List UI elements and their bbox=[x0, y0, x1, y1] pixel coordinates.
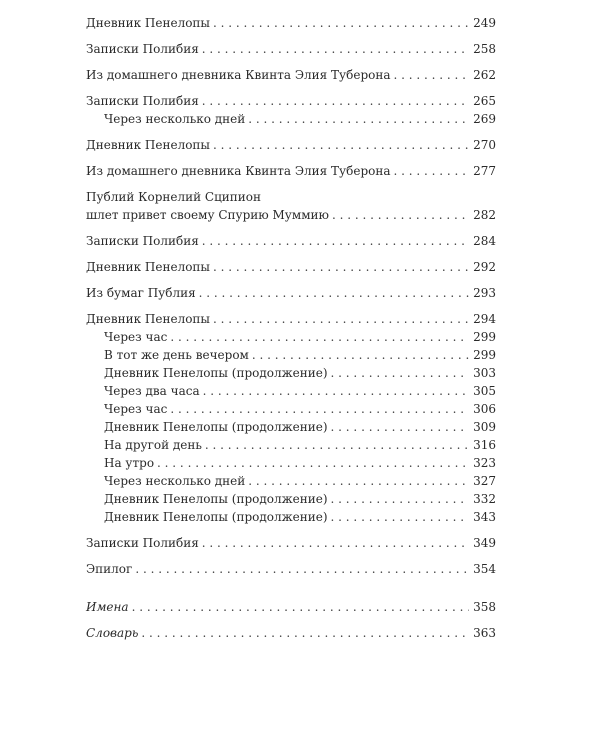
toc-entry-page: 358 bbox=[473, 600, 496, 614]
toc-entry-page: 323 bbox=[473, 456, 496, 470]
table-of-contents bbox=[86, 14, 496, 642]
toc-entry-page: 354 bbox=[473, 562, 496, 576]
toc-entry bbox=[86, 14, 496, 32]
toc-entry-title: Дневник Пенелопы bbox=[86, 312, 210, 326]
toc-subentry bbox=[86, 490, 496, 508]
toc-entry-page: 306 bbox=[473, 402, 496, 416]
toc-entry-page: 277 bbox=[473, 164, 496, 178]
toc-entry-title: Дневник Пенелопы (продолжение) bbox=[104, 420, 328, 434]
toc-entry-page: 293 bbox=[473, 286, 496, 300]
toc-entry-page: 349 bbox=[473, 536, 496, 550]
toc-leader-dots bbox=[141, 624, 469, 642]
toc-entry-title: Через несколько дней bbox=[104, 474, 246, 488]
toc-entry-page: 262 bbox=[473, 68, 496, 82]
toc-subentry bbox=[86, 400, 496, 418]
toc-entry-page: 309 bbox=[473, 420, 496, 434]
toc-entry bbox=[86, 232, 496, 250]
toc-entry bbox=[86, 136, 496, 154]
toc-subentry bbox=[86, 110, 496, 128]
toc-leader-dots bbox=[202, 92, 469, 110]
toc-entry bbox=[86, 284, 496, 302]
toc-entry-title: Словарь bbox=[86, 626, 139, 640]
toc-leader-dots bbox=[332, 206, 469, 224]
toc-leader-dots bbox=[202, 40, 469, 58]
toc-entry-title: шлет привет своему Спурию Муммию bbox=[86, 208, 329, 222]
toc-entry-title: Записки Полибия bbox=[86, 94, 199, 108]
toc-entry-page: 303 bbox=[473, 366, 496, 380]
toc-entry-title: Дневник Пенелопы (продолжение) bbox=[104, 510, 328, 524]
toc-entry bbox=[86, 162, 496, 180]
toc-entry-page: 305 bbox=[473, 384, 496, 398]
toc-leader-dots bbox=[135, 560, 469, 578]
toc-leader-dots bbox=[331, 490, 470, 508]
toc-entry-title: Записки Полибия bbox=[86, 234, 199, 248]
toc-entry-page: 249 bbox=[473, 16, 496, 30]
toc-entry-title: Эпилог bbox=[86, 562, 133, 576]
toc-subentry bbox=[86, 328, 496, 346]
toc-entry-title: Записки Полибия bbox=[86, 536, 199, 550]
toc-entry-title: Записки Полибия bbox=[86, 42, 199, 56]
toc-entry bbox=[86, 66, 496, 84]
toc-leader-dots bbox=[132, 598, 470, 616]
toc-leader-dots bbox=[202, 534, 469, 552]
toc-leader-dots bbox=[248, 472, 469, 490]
toc-entry-title: Дневник Пенелопы (продолжение) bbox=[104, 492, 328, 506]
toc-entry-page: 316 bbox=[473, 438, 496, 452]
toc-entry bbox=[86, 40, 496, 58]
toc-subentry bbox=[86, 454, 496, 472]
toc-leader-dots bbox=[213, 310, 469, 328]
toc-entry-title: Через час bbox=[104, 402, 168, 416]
toc-leader-dots bbox=[331, 418, 470, 436]
toc-entry-page: 284 bbox=[473, 234, 496, 248]
toc-entry-page: 332 bbox=[473, 492, 496, 506]
toc-subentry bbox=[86, 436, 496, 454]
toc-entry-title-line1: Публий Корнелий Сципион bbox=[86, 190, 262, 204]
toc-entry-title: Через два часа bbox=[104, 384, 200, 398]
toc-entry bbox=[86, 624, 496, 642]
toc-entry-title: На утро bbox=[104, 456, 155, 470]
toc-leader-dots bbox=[248, 110, 469, 128]
toc-subentry bbox=[86, 508, 496, 526]
toc-subentry bbox=[86, 418, 496, 436]
toc-leader-dots bbox=[157, 454, 469, 472]
toc-leader-dots bbox=[331, 364, 470, 382]
toc-entry-title: Из бумаг Публия bbox=[86, 286, 196, 300]
toc-leader-dots bbox=[213, 136, 469, 154]
toc-subentry bbox=[86, 382, 496, 400]
toc-leader-dots bbox=[252, 346, 469, 364]
toc-entry-title: Дневник Пенелопы bbox=[86, 260, 210, 274]
toc-entry bbox=[86, 560, 496, 578]
toc-subentry bbox=[86, 346, 496, 364]
toc-entry-page: 294 bbox=[473, 312, 496, 326]
toc-leader-dots bbox=[331, 508, 470, 526]
toc-entry-title: Через несколько дней bbox=[104, 112, 246, 126]
toc-leader-dots bbox=[394, 66, 470, 84]
toc-leader-dots bbox=[170, 400, 469, 418]
toc-leader-dots bbox=[203, 382, 469, 400]
toc-entry-page: 299 bbox=[473, 330, 496, 344]
toc-leader-dots bbox=[205, 436, 469, 454]
toc-entry-page: 269 bbox=[473, 112, 496, 126]
toc-entry bbox=[86, 92, 496, 110]
toc-entry-page: 258 bbox=[473, 42, 496, 56]
toc-entry-title: Дневник Пенелопы bbox=[86, 16, 210, 30]
toc-entry-title: Дневник Пенелопы (продолжение) bbox=[104, 366, 328, 380]
toc-entry bbox=[86, 598, 496, 616]
toc-entry-page: 327 bbox=[473, 474, 496, 488]
toc-entry-title: На другой день bbox=[104, 438, 202, 452]
toc-entry bbox=[86, 206, 496, 224]
toc-entry-title: Дневник Пенелопы bbox=[86, 138, 210, 152]
toc-subentry bbox=[86, 472, 496, 490]
toc-leader-dots bbox=[199, 284, 469, 302]
toc-leader-dots bbox=[394, 162, 470, 180]
toc-entry bbox=[86, 258, 496, 276]
toc-leader-dots bbox=[170, 328, 469, 346]
toc-leader-dots bbox=[213, 14, 469, 32]
toc-entry bbox=[86, 310, 496, 328]
toc-entry-page: 282 bbox=[473, 208, 496, 222]
toc-entry-page: 292 bbox=[473, 260, 496, 274]
toc-entry-page: 299 bbox=[473, 348, 496, 362]
toc-entry-title: Через час bbox=[104, 330, 168, 344]
toc-leader-dots bbox=[213, 258, 469, 276]
toc-leader-dots bbox=[202, 232, 469, 250]
toc-subentry bbox=[86, 364, 496, 382]
toc-entry-title: В тот же день вечером bbox=[104, 348, 249, 362]
toc-entry-page: 265 bbox=[473, 94, 496, 108]
toc-entry-title: Имена bbox=[86, 600, 129, 614]
toc-entry-title: Из домашнего дневника Квинта Элия Туберона bbox=[86, 164, 391, 178]
toc-entry-page: 343 bbox=[473, 510, 496, 524]
toc-entry-page: 270 bbox=[473, 138, 496, 152]
toc-entry-page: 363 bbox=[473, 626, 496, 640]
toc-entry-title: Из домашнего дневника Квинта Элия Туберона bbox=[86, 68, 391, 82]
toc-entry bbox=[86, 534, 496, 552]
